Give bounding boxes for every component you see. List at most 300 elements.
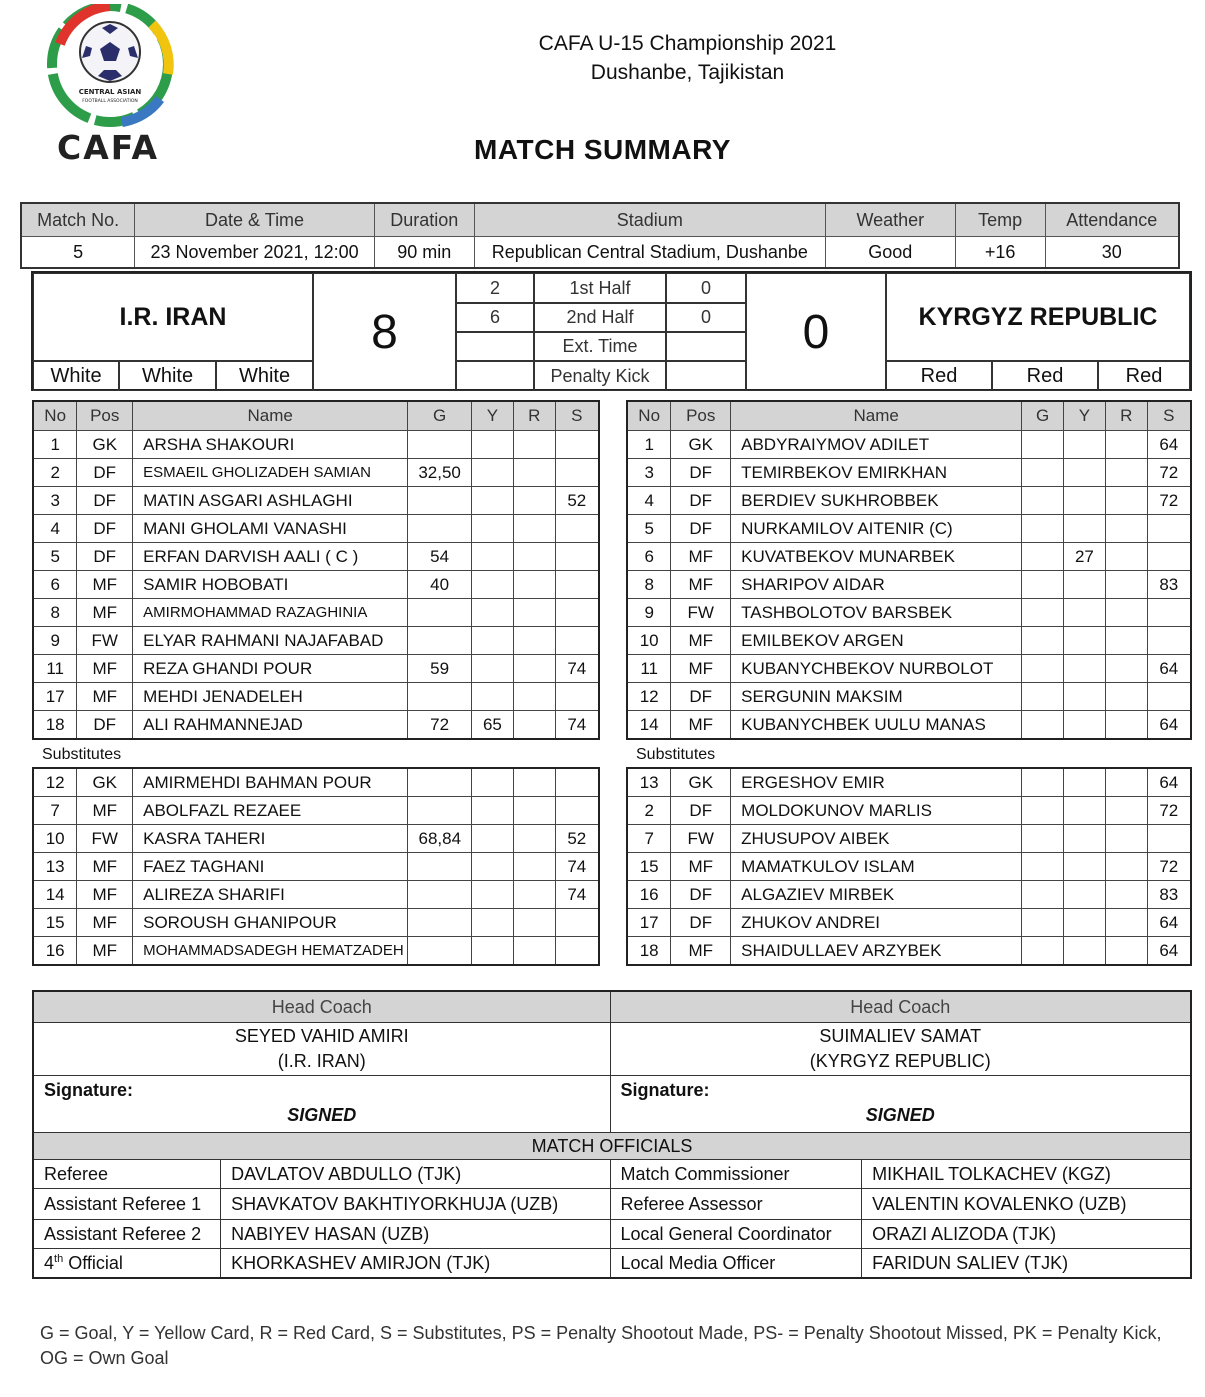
away-substitutes-label: Substitutes <box>636 746 716 763</box>
player-g <box>1022 599 1064 627</box>
player-name: MATIN ASGARI ASHLAGHI <box>133 487 408 515</box>
player-g <box>1022 543 1064 571</box>
away-kit-2: Red <box>992 361 1098 391</box>
player-no: 12 <box>33 768 77 797</box>
player-s <box>555 797 599 825</box>
home-lineup-table <box>32 400 600 740</box>
player-pos: MF <box>671 937 731 966</box>
match-officials-title: MATCH OFFICIALS <box>33 1133 1191 1160</box>
official-name: FARIDUN SALIEV (TJK) <box>862 1249 1191 1279</box>
player-r <box>1105 599 1147 627</box>
player-name: SOROUSH GHANIPOUR <box>133 909 408 937</box>
player-y <box>472 797 514 825</box>
player-pos: MF <box>671 711 731 740</box>
player-s <box>555 909 599 937</box>
player-row <box>627 515 1191 543</box>
player-y <box>472 571 514 599</box>
player-g <box>1022 937 1064 966</box>
player-row <box>33 711 599 740</box>
player-g <box>408 599 472 627</box>
player-no: 1 <box>627 431 671 459</box>
info-match-no: 5 <box>21 237 135 269</box>
info-date-time: 23 November 2021, 12:00 <box>135 237 375 269</box>
player-y <box>1064 571 1106 599</box>
away-coach-team: (KYRGYZ REPUBLIC) <box>809 1051 991 1071</box>
player-r <box>1105 711 1147 740</box>
player-y <box>1064 853 1106 881</box>
player-row <box>627 768 1191 797</box>
lineup-header-g: G <box>408 401 472 431</box>
player-s: 72 <box>1147 853 1191 881</box>
player-row <box>627 711 1191 740</box>
info-duration: 90 min <box>374 237 474 269</box>
player-name: MOLDOKUNOV MARLIS <box>731 797 1022 825</box>
home-1st-half: 2 <box>456 273 534 303</box>
player-s: 52 <box>555 825 599 853</box>
player-pos: DF <box>77 543 133 571</box>
player-row <box>33 431 599 459</box>
player-no: 14 <box>33 881 77 909</box>
player-r <box>1105 543 1147 571</box>
player-g <box>1022 515 1064 543</box>
player-no: 18 <box>627 937 671 966</box>
player-y <box>472 627 514 655</box>
player-y <box>1064 797 1106 825</box>
player-g <box>1022 768 1064 797</box>
player-s: 64 <box>1147 711 1191 740</box>
player-no: 16 <box>33 937 77 966</box>
player-r <box>513 683 555 711</box>
player-pos: DF <box>77 711 133 740</box>
away-subs-table <box>626 767 1192 966</box>
player-row <box>627 825 1191 853</box>
away-coach-cell <box>610 1023 1191 1076</box>
player-g: 40 <box>408 571 472 599</box>
player-no: 3 <box>627 459 671 487</box>
official-role: Referee Assessor <box>610 1189 862 1220</box>
player-g <box>1022 487 1064 515</box>
player-r <box>1105 515 1147 543</box>
player-name: SERGUNIN MAKSIM <box>731 683 1022 711</box>
player-row <box>33 543 599 571</box>
player-y <box>472 853 514 881</box>
player-g <box>1022 683 1064 711</box>
period-1st-half: 1st Half <box>534 273 666 303</box>
player-s: 72 <box>1147 459 1191 487</box>
player-name: ELYAR RAHMANI NAJAFABAD <box>133 627 408 655</box>
away-coach-name: SUIMALIEV SAMAT <box>819 1026 982 1046</box>
player-r <box>513 825 555 853</box>
player-pos: MF <box>77 655 133 683</box>
player-g <box>408 431 472 459</box>
player-r <box>513 627 555 655</box>
player-s <box>555 937 599 966</box>
player-name: EMILBEKOV ARGEN <box>731 627 1022 655</box>
player-no: 9 <box>627 599 671 627</box>
player-row <box>33 599 599 627</box>
player-r <box>513 599 555 627</box>
player-no: 1 <box>33 431 77 459</box>
player-pos: MF <box>77 853 133 881</box>
lineup-header-row <box>627 401 1191 431</box>
player-s: 64 <box>1147 655 1191 683</box>
player-s <box>555 683 599 711</box>
official-role: Assistant Referee 2 <box>33 1220 221 1249</box>
player-row <box>33 909 599 937</box>
player-no: 11 <box>627 655 671 683</box>
home-2nd-half: 6 <box>456 303 534 332</box>
official-row <box>33 1220 1191 1249</box>
player-y <box>472 909 514 937</box>
fourth-sup: th <box>54 1252 64 1265</box>
player-s <box>1147 825 1191 853</box>
player-r <box>513 543 555 571</box>
player-no: 5 <box>33 543 77 571</box>
official-row <box>33 1160 1191 1189</box>
player-r <box>513 937 555 966</box>
logo-small-text-1: CENTRAL ASIAN <box>78 88 142 96</box>
player-y <box>472 487 514 515</box>
player-name: ERFAN DARVISH AALI ( C ) <box>133 543 408 571</box>
player-g <box>408 881 472 909</box>
player-pos: DF <box>671 909 731 937</box>
player-row <box>627 797 1191 825</box>
player-s <box>555 459 599 487</box>
player-no: 9 <box>33 627 77 655</box>
player-name: SAMIR HOBOBATI <box>133 571 408 599</box>
player-y <box>1064 515 1106 543</box>
player-pos: MF <box>671 853 731 881</box>
player-name: ABDYRAIYMOV ADILET <box>731 431 1022 459</box>
player-s: 74 <box>555 853 599 881</box>
away-lineup-table <box>626 400 1192 740</box>
player-s <box>555 515 599 543</box>
player-r <box>1105 459 1147 487</box>
home-coach-cell <box>33 1023 610 1076</box>
info-header-duration: Duration <box>374 203 474 237</box>
player-pos: MF <box>77 881 133 909</box>
player-name: AMIRMEHDI BAHMAN POUR <box>133 768 408 797</box>
player-s <box>1147 683 1191 711</box>
player-y <box>472 683 514 711</box>
official-name: NABIYEV HASAN (UZB) <box>221 1220 610 1249</box>
fourth-suffix: Official <box>63 1252 123 1273</box>
player-pos: FW <box>671 825 731 853</box>
player-pos: DF <box>671 515 731 543</box>
lineup-header-s: S <box>1147 401 1191 431</box>
player-r <box>513 768 555 797</box>
player-r <box>1105 627 1147 655</box>
player-pos: DF <box>77 487 133 515</box>
player-pos: DF <box>77 459 133 487</box>
player-pos: MF <box>671 655 731 683</box>
player-y <box>1064 431 1106 459</box>
cafa-logo-text: CAFA <box>57 128 160 167</box>
player-s: 74 <box>555 711 599 740</box>
away-ext-time <box>666 332 746 361</box>
official-name: DAVLATOV ABDULLO (TJK) <box>221 1160 610 1189</box>
player-no: 15 <box>33 909 77 937</box>
player-no: 17 <box>627 909 671 937</box>
away-score: 0 <box>746 273 886 391</box>
player-no: 6 <box>33 571 77 599</box>
home-team-name: I.R. IRAN <box>33 273 313 361</box>
player-name: AMIRMOHAMMAD RAZAGHINIA <box>133 599 408 627</box>
player-row <box>33 655 599 683</box>
home-kit-3: White <box>216 361 313 391</box>
player-pos: DF <box>671 797 731 825</box>
player-r <box>1105 683 1147 711</box>
fourth-prefix: 4 <box>44 1252 55 1273</box>
player-pos: MF <box>77 797 133 825</box>
lineup-header-no: No <box>33 401 77 431</box>
player-r <box>1105 937 1147 966</box>
away-head-coach-header: Head Coach <box>610 991 1191 1023</box>
home-substitutes-label: Substitutes <box>42 746 122 763</box>
official-name: MIKHAIL TOLKACHEV (KGZ) <box>862 1160 1191 1189</box>
player-name: ZHUKOV ANDREI <box>731 909 1022 937</box>
player-row <box>627 937 1191 966</box>
official-role-4th <box>33 1249 221 1279</box>
player-g <box>408 768 472 797</box>
player-row <box>33 571 599 599</box>
player-g <box>408 853 472 881</box>
player-g <box>408 627 472 655</box>
player-g <box>1022 459 1064 487</box>
player-name: BERDIEV SUKHROBBEK <box>731 487 1022 515</box>
player-no: 3 <box>33 487 77 515</box>
player-g <box>1022 797 1064 825</box>
player-s <box>1147 515 1191 543</box>
player-row <box>627 487 1191 515</box>
player-y <box>1064 768 1106 797</box>
player-no: 11 <box>33 655 77 683</box>
player-r <box>1105 768 1147 797</box>
player-y <box>1064 937 1106 966</box>
match-info-header-row <box>21 203 1179 237</box>
period-ext-time: Ext. Time <box>534 332 666 361</box>
player-name: FAEZ TAGHANI <box>133 853 408 881</box>
player-no: 10 <box>627 627 671 655</box>
player-row <box>33 853 599 881</box>
player-name: KUBANYCHBEK UULU MANAS <box>731 711 1022 740</box>
lineup-header-g: G <box>1022 401 1064 431</box>
home-ext-time <box>456 332 534 361</box>
player-s: 64 <box>1147 431 1191 459</box>
official-role: Local Media Officer <box>610 1249 862 1279</box>
player-r <box>1105 909 1147 937</box>
official-row <box>33 1249 1191 1279</box>
away-team-name: KYRGYZ REPUBLIC <box>886 273 1190 361</box>
player-pos: GK <box>671 768 731 797</box>
player-g <box>1022 655 1064 683</box>
player-name: MAMATKULOV ISLAM <box>731 853 1022 881</box>
player-name: ESMAEIL GHOLIZADEH SAMIAN <box>133 459 408 487</box>
coaches-officials-table <box>32 990 1192 1279</box>
away-2nd-half: 0 <box>666 303 746 332</box>
player-no: 8 <box>33 599 77 627</box>
official-name: ORAZI ALIZODA (TJK) <box>862 1220 1191 1249</box>
period-penalty-kick: Penalty Kick <box>534 361 666 391</box>
player-row <box>33 627 599 655</box>
player-r <box>513 571 555 599</box>
player-s <box>555 768 599 797</box>
championship-title: CAFA U-15 Championship 2021 <box>538 32 837 55</box>
player-s <box>1147 627 1191 655</box>
player-r <box>513 655 555 683</box>
lineup-header-no: No <box>627 401 671 431</box>
lineup-header-pos: Pos <box>671 401 731 431</box>
player-name: SHAIDULLAEV ARZYBEK <box>731 937 1022 966</box>
player-name: MEHDI JENADELEH <box>133 683 408 711</box>
match-summary-title: MATCH SUMMARY <box>474 134 731 165</box>
player-y <box>472 431 514 459</box>
player-no: 10 <box>33 825 77 853</box>
away-1st-half: 0 <box>666 273 746 303</box>
player-row <box>33 459 599 487</box>
official-role: Assistant Referee 1 <box>33 1189 221 1220</box>
player-g <box>1022 909 1064 937</box>
player-name: SHARIPOV AIDAR <box>731 571 1022 599</box>
player-r <box>513 487 555 515</box>
player-row <box>33 683 599 711</box>
home-penalty <box>456 361 534 391</box>
player-g <box>1022 711 1064 740</box>
player-y <box>472 825 514 853</box>
player-row <box>627 571 1191 599</box>
player-g: 54 <box>408 543 472 571</box>
info-header-weather: Weather <box>825 203 955 237</box>
official-name: VALENTIN KOVALENKO (UZB) <box>862 1189 1191 1220</box>
player-g <box>1022 571 1064 599</box>
player-pos: MF <box>77 909 133 937</box>
player-pos: FW <box>77 627 133 655</box>
player-name: REZA GHANDI POUR <box>133 655 408 683</box>
player-s: 64 <box>1147 937 1191 966</box>
player-row <box>627 459 1191 487</box>
player-pos: MF <box>77 571 133 599</box>
player-pos: GK <box>77 431 133 459</box>
player-g <box>408 909 472 937</box>
official-name: KHORKASHEV AMIRJON (TJK) <box>221 1249 610 1279</box>
player-pos: GK <box>77 768 133 797</box>
player-s <box>555 599 599 627</box>
player-r <box>1105 655 1147 683</box>
player-r <box>513 711 555 740</box>
period-2nd-half: 2nd Half <box>534 303 666 332</box>
player-no: 2 <box>627 797 671 825</box>
player-row <box>33 487 599 515</box>
player-y <box>472 543 514 571</box>
player-y: 65 <box>472 711 514 740</box>
official-role: Referee <box>33 1160 221 1189</box>
player-s: 64 <box>1147 768 1191 797</box>
footnote-line2: OG = Own Goal <box>40 1348 169 1368</box>
player-r <box>513 797 555 825</box>
player-no: 5 <box>627 515 671 543</box>
lineup-header-r: R <box>513 401 555 431</box>
home-signature-cell <box>33 1076 610 1133</box>
player-no: 8 <box>627 571 671 599</box>
away-penalty <box>666 361 746 391</box>
player-g <box>408 797 472 825</box>
player-r <box>1105 487 1147 515</box>
lineup-header-row <box>33 401 599 431</box>
info-weather: Good <box>825 237 955 269</box>
away-signed: SIGNED <box>865 1105 935 1125</box>
home-signed: SIGNED <box>287 1105 357 1125</box>
lineup-header-s: S <box>555 401 599 431</box>
info-header-date-time: Date & Time <box>135 203 375 237</box>
home-kit-1: White <box>33 361 119 391</box>
player-name: ZHUSUPOV AIBEK <box>731 825 1022 853</box>
lineup-header-name: Name <box>133 401 408 431</box>
player-name: ALIREZA SHARIFI <box>133 881 408 909</box>
player-s: 64 <box>1147 909 1191 937</box>
player-row <box>33 768 599 797</box>
player-s: 74 <box>555 655 599 683</box>
player-r <box>513 459 555 487</box>
player-y <box>1064 881 1106 909</box>
player-g <box>1022 853 1064 881</box>
player-name: TASHBOLOTOV BARSBEK <box>731 599 1022 627</box>
player-no: 7 <box>627 825 671 853</box>
player-r <box>513 853 555 881</box>
player-pos: DF <box>671 683 731 711</box>
player-row <box>33 937 599 966</box>
player-g: 59 <box>408 655 472 683</box>
footnote-line1: G = Goal, Y = Yellow Card, R = Red Card, S = Substitutes, PS = Penalty Shootout Made, PS- = Penalty Shootout Missed, PK = Penalty Kick, <box>40 1323 1162 1343</box>
player-name: KUVATBEKOV MUNARBEK <box>731 543 1022 571</box>
player-pos: MF <box>671 627 731 655</box>
player-y <box>472 937 514 966</box>
player-no: 4 <box>33 515 77 543</box>
player-s: 74 <box>555 881 599 909</box>
player-name: MOHAMMADSADEGH HEMATZADEH <box>133 937 408 966</box>
home-coach-name: SEYED VAHID AMIRI <box>234 1026 409 1046</box>
player-name: ALGAZIEV MIRBEK <box>731 881 1022 909</box>
player-name: TEMIRBEKOV EMIRKHAN <box>731 459 1022 487</box>
player-g: 68,84 <box>408 825 472 853</box>
player-pos: MF <box>77 937 133 966</box>
player-no: 13 <box>627 768 671 797</box>
player-y <box>472 768 514 797</box>
player-g <box>408 937 472 966</box>
player-row <box>627 881 1191 909</box>
score-block <box>31 271 1192 391</box>
player-g <box>408 487 472 515</box>
player-no: 12 <box>627 683 671 711</box>
home-coach-team: (I.R. IRAN) <box>277 1051 366 1071</box>
player-name: ABOLFAZL REZAEE <box>133 797 408 825</box>
player-r <box>513 881 555 909</box>
player-name: KASRA TAHERI <box>133 825 408 853</box>
player-r <box>1105 431 1147 459</box>
lineup-header-r: R <box>1105 401 1147 431</box>
player-y <box>1064 459 1106 487</box>
player-s <box>1147 543 1191 571</box>
info-attendance: 30 <box>1045 237 1179 269</box>
info-header-match-no: Match No. <box>21 203 135 237</box>
player-y <box>1064 599 1106 627</box>
player-r <box>1105 881 1147 909</box>
home-signature-label: Signature: <box>44 1080 134 1100</box>
player-s: 83 <box>1147 571 1191 599</box>
player-row <box>627 627 1191 655</box>
player-s <box>555 571 599 599</box>
player-pos: GK <box>671 431 731 459</box>
player-y <box>472 459 514 487</box>
